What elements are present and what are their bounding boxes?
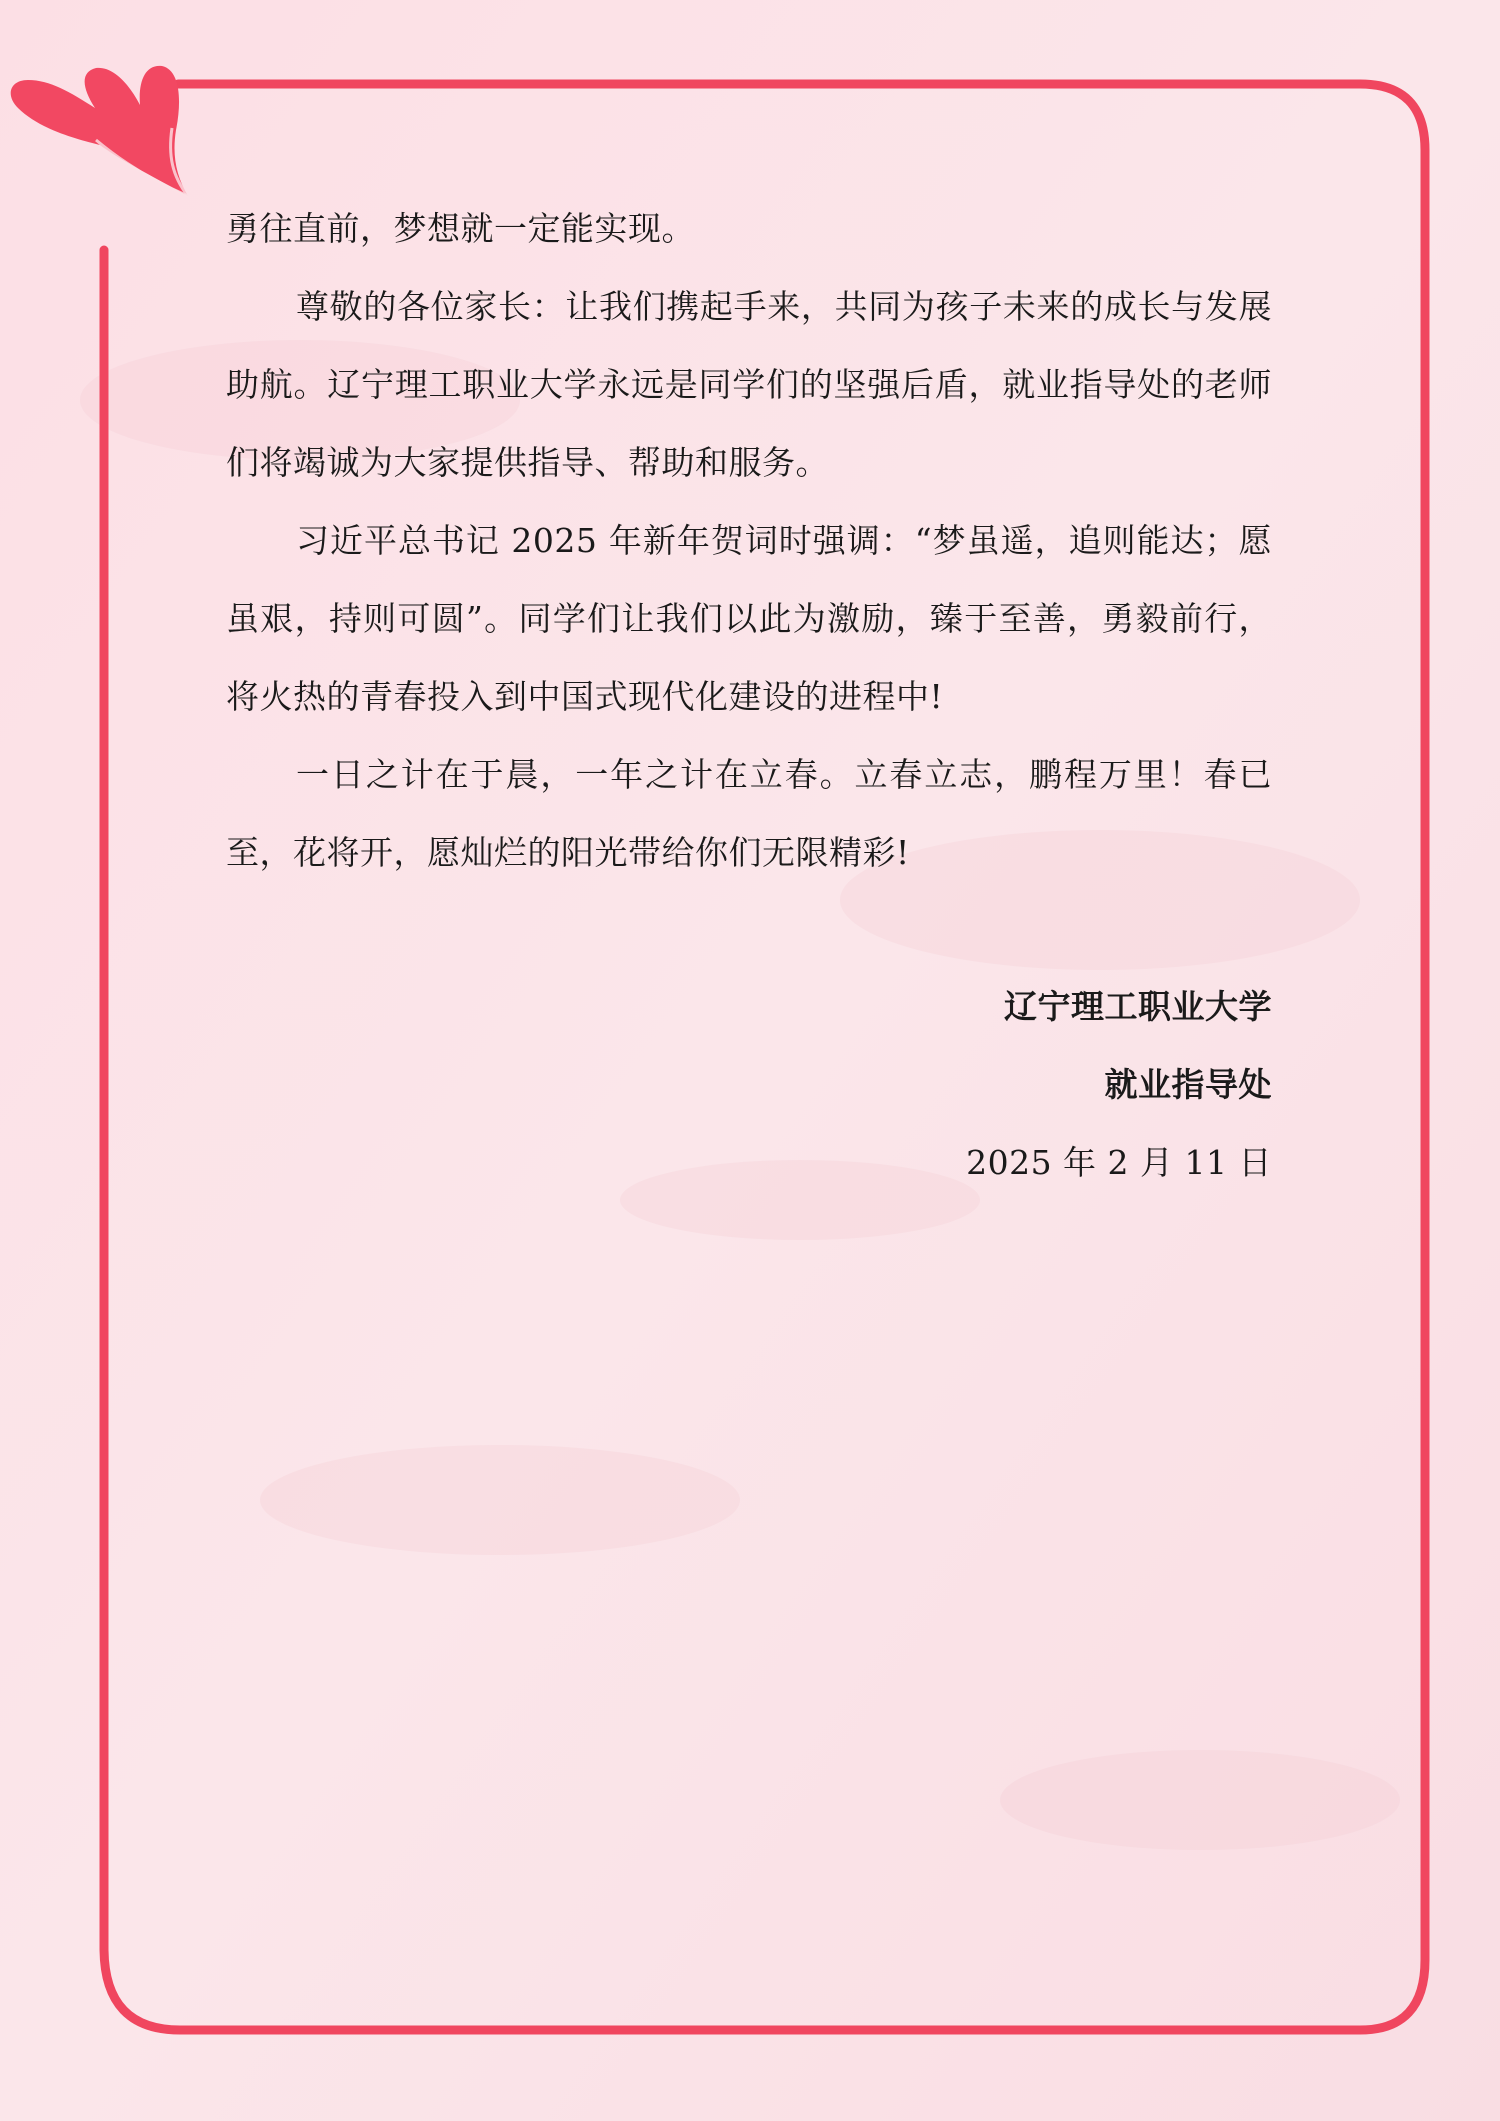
letter-body: [226, 190, 1272, 892]
signature-organization: 辽宁理工职业大学: [1004, 987, 1272, 1026]
letter-paragraph-2: 尊敬的各位家长：让我们携起手来，共同为孩子未来的成长与发展助航。辽宁理工职业大学永远是同学们的坚强后盾，就业指导处的老师们将竭诚为大家提供指导、帮助和服务。: [226, 287, 1272, 482]
letter-paragraph-3: 习近平总书记 2025 年新年贺词时强调：“梦虽遥，追则能达；愿虽艰，持则可圆”。同学们让我们以此为激励，臻于至善，勇毅前行，将火热的青春投入到中国式现代化建设的进程中!: [226, 521, 1272, 716]
signature-date: 2025 年 2 月 11 日: [966, 1143, 1272, 1182]
letter-paragraph-4: 一日之计在于晨，一年之计在立春。立春立志，鹏程万里！春已至，花将开，愿灿烂的阳光带给你们无限精彩!: [226, 755, 1272, 872]
heart-icon: [11, 66, 188, 196]
signature-block: [966, 968, 1272, 1202]
signature-department: 就业指导处: [1104, 1065, 1272, 1104]
letter-paragraph-1: 勇往直前，梦想就一定能实现。: [226, 209, 695, 248]
